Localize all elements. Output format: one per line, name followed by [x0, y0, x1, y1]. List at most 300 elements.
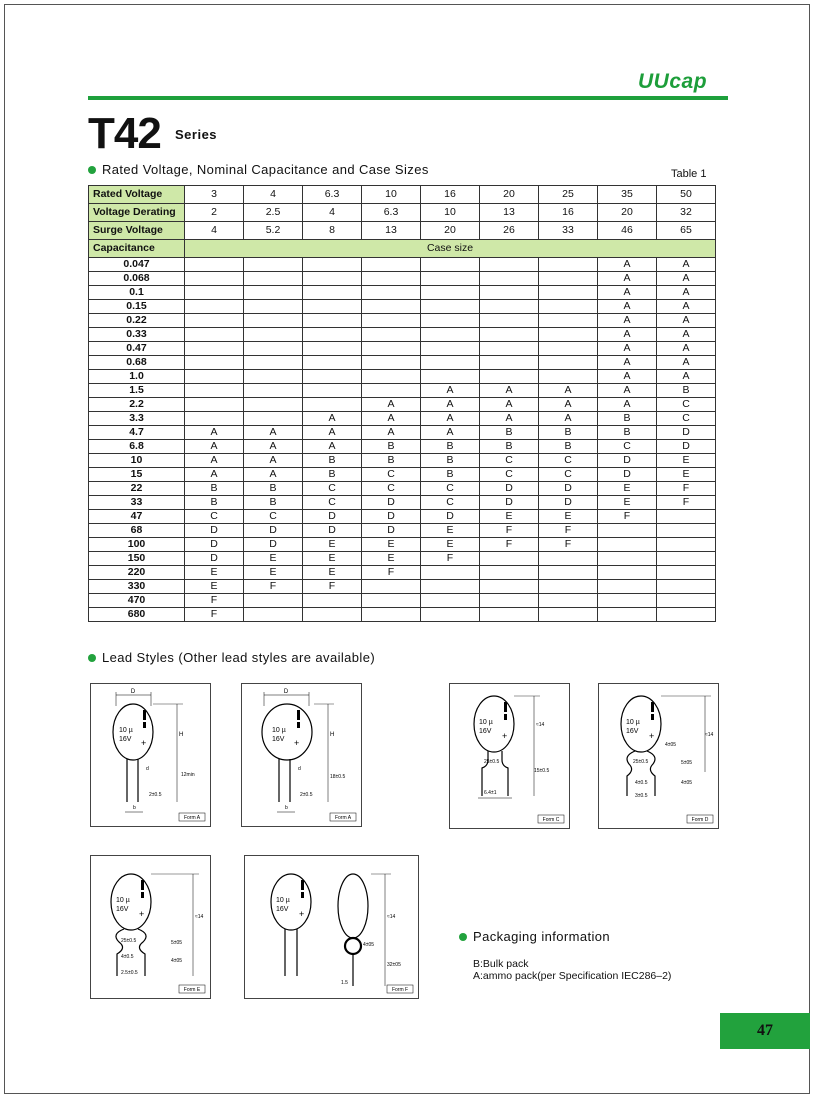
- dim-25-label: 25±0.5: [121, 938, 137, 944]
- lead-figure-form-a-2: [241, 683, 362, 827]
- case-size-cell: [362, 286, 421, 300]
- dim-14-label: ≈14: [536, 722, 545, 728]
- case-size-cell: A: [185, 454, 244, 468]
- case-size-cell: A: [362, 398, 421, 412]
- case-size-cell: [244, 608, 303, 622]
- packaging-heading-text: Packaging information: [473, 929, 611, 944]
- case-size-cell: E: [303, 552, 362, 566]
- case-size-cell: E: [185, 580, 244, 594]
- case-size-cell: [539, 286, 598, 300]
- case-size-cell: [303, 356, 362, 370]
- case-size-cell: [657, 510, 716, 524]
- case-size-cell: [539, 566, 598, 580]
- case-size-cell: B: [480, 426, 539, 440]
- case-size-cell: C: [421, 482, 480, 496]
- case-size-cell: D: [657, 426, 716, 440]
- case-size-cell: [539, 258, 598, 272]
- case-size-cell: [185, 384, 244, 398]
- case-size-cell: [244, 412, 303, 426]
- case-size-cell: C: [185, 510, 244, 524]
- case-size-cell: D: [303, 524, 362, 538]
- case-size-cell: [185, 398, 244, 412]
- dim-4-label: 4±05: [665, 742, 677, 748]
- case-size-cell: D: [362, 510, 421, 524]
- surge-voltage-cell: 8: [303, 222, 362, 240]
- capacitance-value: 0.68: [89, 356, 185, 370]
- case-size-cell: [303, 258, 362, 272]
- voltage-derating-cell: 10: [421, 204, 480, 222]
- cap-value: 10 µ: [116, 897, 130, 904]
- case-size-cell: [362, 384, 421, 398]
- case-size-cell: A: [421, 426, 480, 440]
- dim-4b-label: 4±0.5: [121, 954, 134, 960]
- voltage-derating-cell: 2: [185, 204, 244, 222]
- capacitance-value: 470: [89, 594, 185, 608]
- plus-sign: +: [649, 731, 655, 741]
- dim-2-label: 2±0.5: [149, 792, 162, 798]
- case-size-cell: B: [303, 454, 362, 468]
- case-size-cell: [657, 552, 716, 566]
- case-size-cell: B: [362, 440, 421, 454]
- case-size-cell: [362, 580, 421, 594]
- case-size-cell: [244, 328, 303, 342]
- capacitance-value: 330: [89, 580, 185, 594]
- voltage-value: 16V: [276, 906, 289, 913]
- case-size-cell: D: [421, 510, 480, 524]
- case-size-cell: A: [244, 454, 303, 468]
- case-size-cell: [303, 314, 362, 328]
- case-size-cell: [657, 538, 716, 552]
- rated-voltage-row: [89, 186, 716, 204]
- case-size-cell: [244, 398, 303, 412]
- surge-voltage-cell: 13: [362, 222, 421, 240]
- case-size-cell: [244, 300, 303, 314]
- case-size-cell: [657, 594, 716, 608]
- dim-3-label: 3±0.5: [635, 793, 648, 799]
- rated-voltage-cell: 35: [598, 186, 657, 204]
- case-size-cell: [539, 272, 598, 286]
- voltage-derating-label: Voltage Derating: [89, 204, 185, 222]
- case-size-cell: D: [185, 538, 244, 552]
- capacitance-value: 10: [89, 454, 185, 468]
- case-size-cell: [480, 286, 539, 300]
- rated-voltage-cell: 25: [539, 186, 598, 204]
- table-row: [89, 356, 716, 370]
- case-size-cell: E: [362, 552, 421, 566]
- plus-sign: +: [299, 909, 305, 919]
- case-size-cell: D: [480, 482, 539, 496]
- case-size-cell: D: [303, 510, 362, 524]
- case-size-cell: [421, 272, 480, 286]
- case-size-cell: [421, 342, 480, 356]
- dim-small-d-label: d: [298, 766, 301, 772]
- table-row: [89, 398, 716, 412]
- case-size-cell: A: [421, 398, 480, 412]
- case-size-cell: C: [480, 468, 539, 482]
- rated-voltage-cell: 6.3: [303, 186, 362, 204]
- case-size-cell: [244, 384, 303, 398]
- form-label: Form A: [334, 815, 352, 821]
- capacitance-value: 2.2: [89, 398, 185, 412]
- table-row: [89, 538, 716, 552]
- surge-voltage-cell: 33: [539, 222, 598, 240]
- table-row: [89, 426, 716, 440]
- cap-value: 10 µ: [479, 719, 493, 726]
- case-size-cell: D: [244, 538, 303, 552]
- case-size-cell: C: [657, 412, 716, 426]
- surge-voltage-cell: 46: [598, 222, 657, 240]
- page-title: T42: [88, 109, 161, 158]
- case-size-cell: [362, 594, 421, 608]
- case-size-cell: [539, 370, 598, 384]
- dim-14-label: ≈14: [387, 914, 396, 920]
- case-size-cell: A: [598, 328, 657, 342]
- case-size-cell: [598, 524, 657, 538]
- dim-5-label: 5±05: [681, 760, 693, 766]
- case-size-cell: [185, 342, 244, 356]
- voltage-value: 16V: [479, 728, 492, 735]
- case-size-cell: A: [598, 258, 657, 272]
- table-row: [89, 370, 716, 384]
- case-size-cell: [480, 594, 539, 608]
- surge-voltage-cell: 4: [185, 222, 244, 240]
- case-size-cell: [421, 608, 480, 622]
- case-size-cell: [598, 566, 657, 580]
- lead-section-heading: [88, 650, 375, 665]
- case-size-cell: [421, 328, 480, 342]
- voltage-derating-cell: 20: [598, 204, 657, 222]
- case-size-cell: [480, 608, 539, 622]
- form-label: Form F: [391, 987, 409, 993]
- case-size-cell: [244, 286, 303, 300]
- case-size-cell: [185, 300, 244, 314]
- capacitance-value: 33: [89, 496, 185, 510]
- case-size-cell: [480, 314, 539, 328]
- case-size-cell: A: [657, 300, 716, 314]
- lead-figure-form-c: [449, 683, 570, 829]
- case-size-cell: [421, 314, 480, 328]
- case-size-cell: A: [185, 426, 244, 440]
- case-size-cell: [539, 356, 598, 370]
- page-number: 47: [720, 1013, 810, 1049]
- capacitance-value: 6.8: [89, 440, 185, 454]
- case-size-cell: A: [598, 370, 657, 384]
- rated-voltage-cell: 3: [185, 186, 244, 204]
- table-row: [89, 328, 716, 342]
- case-size-cell: A: [657, 272, 716, 286]
- case-size-cell: E: [362, 538, 421, 552]
- case-size-cell: B: [598, 412, 657, 426]
- dim-12min-label: 12min: [181, 772, 195, 778]
- capacitance-value: 0.1: [89, 286, 185, 300]
- dim-15-label: 1.5: [341, 980, 348, 986]
- voltage-derating-cell: 2.5: [244, 204, 303, 222]
- dim-4-label-2: 4±05: [681, 780, 693, 786]
- capacitance-value: 100: [89, 538, 185, 552]
- lead-figure-form-f: [244, 855, 419, 999]
- surge-voltage-cell: 65: [657, 222, 716, 240]
- case-size-cell: A: [539, 384, 598, 398]
- case-size-cell: [539, 300, 598, 314]
- rated-voltage-label: Rated Voltage: [89, 186, 185, 204]
- case-size-cell: A: [303, 440, 362, 454]
- dim-h-label: H: [179, 732, 184, 738]
- table-row: [89, 496, 716, 510]
- case-size-cell: E: [421, 538, 480, 552]
- capacitance-value: 0.15: [89, 300, 185, 314]
- case-size-cell: [303, 286, 362, 300]
- dim-25b-label: 2.5±0.5: [121, 970, 138, 976]
- rated-voltage-cell: 20: [480, 186, 539, 204]
- case-size-cell: [303, 398, 362, 412]
- case-size-cell: A: [303, 426, 362, 440]
- table-label: Table 1: [671, 168, 707, 180]
- capacitance-value: 1.0: [89, 370, 185, 384]
- case-size-cell: [303, 328, 362, 342]
- case-size-cell: B: [657, 384, 716, 398]
- surge-voltage-row: [89, 222, 716, 240]
- case-size-cell: F: [185, 608, 244, 622]
- case-size-cell: A: [657, 286, 716, 300]
- case-size-cell: [244, 594, 303, 608]
- case-size-cell: E: [539, 510, 598, 524]
- case-size-cell: A: [421, 412, 480, 426]
- case-size-cell: A: [480, 384, 539, 398]
- case-size-cell: [480, 300, 539, 314]
- table-row: [89, 440, 716, 454]
- case-size-cell: [657, 608, 716, 622]
- case-size-cell: A: [362, 412, 421, 426]
- packaging-bulk: B:Bulk pack: [473, 958, 529, 970]
- dim-15-label: 15±0.5: [534, 768, 550, 774]
- case-size-cell: [598, 580, 657, 594]
- case-size-cell: D: [185, 552, 244, 566]
- case-size-label: Case size: [185, 240, 716, 258]
- bullet-icon: [459, 933, 467, 941]
- case-size-cell: [244, 258, 303, 272]
- case-size-cell: [421, 300, 480, 314]
- case-size-cell: [303, 594, 362, 608]
- capacitance-value: 0.47: [89, 342, 185, 356]
- case-size-cell: [303, 272, 362, 286]
- case-size-cell: [362, 328, 421, 342]
- case-size-cell: A: [185, 468, 244, 482]
- capacitance-value: 220: [89, 566, 185, 580]
- dim-32-label: 32±05: [387, 962, 401, 968]
- case-size-cell: [362, 314, 421, 328]
- capacitance-value: 0.047: [89, 258, 185, 272]
- capacitance-header-row: [89, 240, 716, 258]
- case-size-cell: [303, 370, 362, 384]
- case-size-cell: [421, 370, 480, 384]
- header-rule: [88, 96, 728, 100]
- table-row: [89, 580, 716, 594]
- rated-voltage-cell: 10: [362, 186, 421, 204]
- case-size-cell: [480, 552, 539, 566]
- rated-voltage-cell: 50: [657, 186, 716, 204]
- case-size-cell: C: [539, 468, 598, 482]
- voltage-value: 16V: [116, 906, 129, 913]
- case-size-cell: B: [539, 426, 598, 440]
- case-size-cell: A: [657, 258, 716, 272]
- case-size-cell: D: [185, 524, 244, 538]
- case-size-cell: [362, 258, 421, 272]
- case-size-cell: [244, 314, 303, 328]
- case-size-cell: F: [303, 580, 362, 594]
- case-size-cell: A: [598, 384, 657, 398]
- lead-figure-form-a-1: [90, 683, 211, 827]
- table-section-heading: [88, 162, 429, 177]
- case-size-cell: C: [421, 496, 480, 510]
- case-size-cell: [480, 342, 539, 356]
- case-size-cell: A: [421, 384, 480, 398]
- cap-value: 10 µ: [626, 719, 640, 726]
- bullet-icon: [88, 166, 96, 174]
- case-size-cell: A: [657, 314, 716, 328]
- dim-25-label: 25±0.5: [484, 759, 500, 765]
- case-size-cell: A: [598, 272, 657, 286]
- voltage-derating-cell: 16: [539, 204, 598, 222]
- case-size-cell: [480, 370, 539, 384]
- case-size-cell: [362, 370, 421, 384]
- form-label: Form D: [691, 817, 709, 823]
- case-size-cell: [421, 258, 480, 272]
- table-row: [89, 272, 716, 286]
- case-size-cell: A: [598, 314, 657, 328]
- table-row: [89, 482, 716, 496]
- packaging-ammo: A:ammo pack(per Specification IEC286–2): [473, 970, 672, 982]
- series-label: Series: [175, 127, 218, 142]
- case-size-cell: A: [185, 440, 244, 454]
- case-size-cell: [362, 608, 421, 622]
- case-size-cell: E: [303, 538, 362, 552]
- table-row: [89, 342, 716, 356]
- lead-section-heading-text: Lead Styles (Other lead styles are available): [102, 650, 376, 665]
- table-row: [89, 412, 716, 426]
- capacitance-value: 0.068: [89, 272, 185, 286]
- case-size-cell: [480, 272, 539, 286]
- case-size-cell: [539, 314, 598, 328]
- case-size-cell: E: [598, 482, 657, 496]
- case-size-cell: B: [539, 440, 598, 454]
- table-row: [89, 510, 716, 524]
- form-label: Form C: [542, 817, 560, 823]
- case-size-cell: [657, 580, 716, 594]
- case-size-cell: C: [657, 398, 716, 412]
- case-size-cell: [362, 342, 421, 356]
- capacitance-value: 680: [89, 608, 185, 622]
- voltage-derating-cell: 4: [303, 204, 362, 222]
- case-size-cell: [598, 538, 657, 552]
- case-size-cell: [185, 258, 244, 272]
- dim-4-label: 4±05: [171, 958, 183, 964]
- case-size-cell: [421, 356, 480, 370]
- table-row: [89, 552, 716, 566]
- case-size-cell: A: [598, 398, 657, 412]
- case-size-cell: A: [657, 328, 716, 342]
- case-size-cell: B: [480, 440, 539, 454]
- form-label: Form E: [183, 987, 201, 993]
- case-size-cell: A: [303, 412, 362, 426]
- case-size-cell: E: [185, 566, 244, 580]
- dim-d-label: D: [283, 689, 289, 695]
- cap-value: 10 µ: [119, 727, 133, 734]
- case-size-cell: B: [244, 482, 303, 496]
- case-size-cell: [185, 328, 244, 342]
- dim-18-label: 18±0.5: [330, 774, 346, 780]
- case-size-cell: C: [362, 482, 421, 496]
- case-size-cell: [185, 272, 244, 286]
- case-size-cell: A: [539, 412, 598, 426]
- voltage-derating-cell: 6.3: [362, 204, 421, 222]
- case-size-cell: E: [244, 552, 303, 566]
- case-size-cell: A: [244, 426, 303, 440]
- case-size-cell: C: [598, 440, 657, 454]
- case-size-cell: [598, 608, 657, 622]
- case-size-cell: [303, 608, 362, 622]
- case-size-cell: F: [657, 496, 716, 510]
- case-size-cell: [303, 342, 362, 356]
- case-size-cell: D: [598, 468, 657, 482]
- case-size-cell: E: [421, 524, 480, 538]
- case-size-cell: B: [421, 468, 480, 482]
- capacitance-value: 3.3: [89, 412, 185, 426]
- case-size-cell: B: [421, 454, 480, 468]
- case-size-cell: [185, 412, 244, 426]
- table-row: [89, 594, 716, 608]
- case-size-cell: B: [598, 426, 657, 440]
- voltage-derating-cell: 32: [657, 204, 716, 222]
- table-section-heading-text: Rated Voltage, Nominal Capacitance and Case Sizes: [102, 162, 429, 177]
- capacitance-label: Capacitance: [89, 240, 185, 258]
- rated-voltage-cell: 4: [244, 186, 303, 204]
- case-size-cell: [362, 272, 421, 286]
- case-size-cell: [421, 580, 480, 594]
- table-row: [89, 468, 716, 482]
- case-size-cell: F: [421, 552, 480, 566]
- case-size-cell: B: [421, 440, 480, 454]
- case-size-cell: A: [657, 342, 716, 356]
- case-size-cell: C: [539, 454, 598, 468]
- lead-figure-form-e: [90, 855, 211, 999]
- capacitance-value: 1.5: [89, 384, 185, 398]
- cap-value: 10 µ: [276, 897, 290, 904]
- case-size-cell: E: [657, 454, 716, 468]
- case-size-cell: A: [598, 286, 657, 300]
- case-size-cell: [598, 552, 657, 566]
- dim-4b-label: 4±0.5: [635, 780, 648, 786]
- capacitance-value: 0.22: [89, 314, 185, 328]
- case-size-cell: E: [480, 510, 539, 524]
- case-size-cell: B: [244, 496, 303, 510]
- case-size-cell: [362, 300, 421, 314]
- case-size-cell: A: [598, 342, 657, 356]
- case-size-cell: F: [657, 482, 716, 496]
- dim-14-label: ≈14: [705, 732, 714, 738]
- case-size-cell: A: [657, 356, 716, 370]
- case-size-cell: [185, 314, 244, 328]
- dim-14-label: ≈14: [195, 914, 204, 920]
- case-size-cell: [421, 594, 480, 608]
- capacitance-value: 47: [89, 510, 185, 524]
- dim-64-label: 6.4±1: [484, 790, 497, 796]
- case-size-cell: [539, 608, 598, 622]
- case-size-cell: [539, 552, 598, 566]
- case-size-cell: A: [480, 412, 539, 426]
- case-size-cell: D: [539, 496, 598, 510]
- case-size-cell: [598, 594, 657, 608]
- table-row: [89, 300, 716, 314]
